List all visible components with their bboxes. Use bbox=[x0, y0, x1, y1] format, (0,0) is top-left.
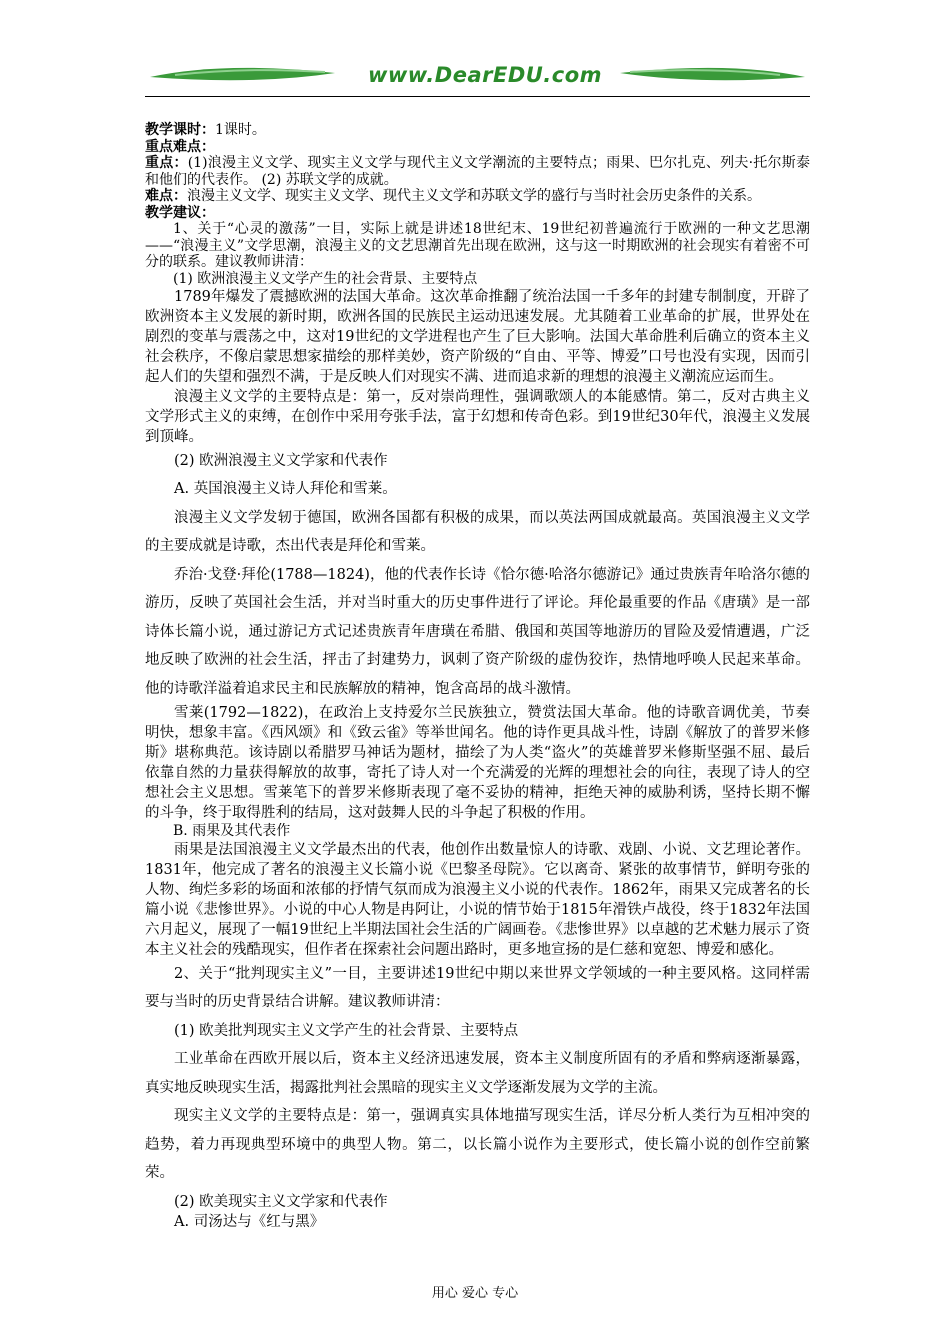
subheading-hugo: B. 雨果及其代表作 bbox=[173, 823, 291, 839]
paragraph-4: 浪漫主义文学发轫于德国，欧洲各国都有积极的成果，而以英法两国成就最高。英国浪漫主义文学的主要成就是诗歌，杰出代表是拜伦和雪莱。 bbox=[145, 509, 810, 554]
difficulty-label: 难点： bbox=[145, 188, 187, 204]
subheading-romantic-writers: (2) 欧洲浪漫主义文学家和代表作 bbox=[174, 453, 388, 469]
header-divider bbox=[145, 96, 810, 97]
subheading-realism-writers: (2) 欧美现实主义文学家和代表作 bbox=[174, 1193, 388, 1210]
teaching-advice-heading: 教学建议： bbox=[145, 204, 215, 221]
paragraph-1: 1、关于“心灵的激荡”一目，实际上就是讲述18世纪末、19世纪初普遍流行于欧洲的一种文艺思潮——“浪漫主义”文学思潮，浪漫主义的文艺思潮首先出现在欧洲，这与这一时期欧洲的社会现实有着密不可分的联系。建议教师讲清： bbox=[145, 221, 810, 270]
subheading-realism-background: (1) 欧美批判现实主义文学产生的社会背景、主要特点 bbox=[174, 1022, 519, 1039]
site-header-logo bbox=[145, 55, 810, 95]
paragraph-5: 乔治·戈登·拜伦(1788—1824)，他的代表作长诗《恰尔德·哈洛尔德游记》通过贵族青年哈洛尔德的游历，反映了英国社会生活，并对当时重大的历史事件进行了评论。拜伦最重要的作品《唐璜》是一部诗体长篇小说，通过游记方式记述贵族青年唐璜在希腊、俄国和英国等地游历的冒险及爱情遭遇，广泛地反映了欧洲的社会生活，抨击了封建势力，讽刺了资产阶级的虚伪狡诈，热情地呼唤人民起来革命。他的诗歌洋溢着追求民主和民族解放的精神，饱含高昂的战斗激情。 bbox=[145, 566, 810, 697]
difficulty-line bbox=[145, 188, 810, 205]
paragraph-6: 雪莱(1792—1822)，在政治上支持爱尔兰民族独立，赞赏法国大革命。他的诗歌音调优美，节奏明快，想象丰富。《西风颂》和《致云雀》等举世闻名。他的诗作更具战斗性，诗剧《解放了的普罗米修斯》堪称典范。该诗剧以希腊罗马神话为题材，描绘了为人类“盗火”的英雄普罗米修斯坚强不屈、最后依靠自然的力量获得解放的故事，寄托了诗人对一个充满爱的光辉的理想社会的向往，表现了诗人的空想社会主义思想。雪莱笔下的普罗米修斯表现了毫不妥协的精神，拒绝天神的威胁利诱，坚持长期不懈的斗争，终于取得胜利的结局，这对鼓舞人民的斗争起了积极的作用。 bbox=[145, 705, 810, 821]
paragraph-10: 现实主义文学的主要特点是：第一，强调真实具体地描写现实生活，详尽分析人类行为互相冲突的趋势，着力再现典型环境中的典型人物。第二，以长篇小说作为主要形式，使长篇小说的创作空前繁荣。 bbox=[145, 1108, 810, 1181]
subheading-stendhal: A. 司汤达与《红与黑》 bbox=[174, 1213, 325, 1230]
document-body bbox=[145, 122, 810, 1232]
subheading-byron-shelley: A. 英国浪漫主义诗人拜伦和雪莱。 bbox=[174, 481, 397, 497]
difficulty-text: 浪漫主义文学、现实主义文学、现代主义文学和苏联文学的盛行与当时社会历史条件的关系。 bbox=[187, 188, 761, 204]
page-footer: 用心 爱心 专心 bbox=[431, 1286, 519, 1301]
key-points-label: 重点： bbox=[145, 155, 188, 171]
lesson-hours-value: 1课时。 bbox=[215, 122, 266, 138]
paragraph-9: 工业革命在西欧开展以后，资本主义经济迅速发展，资本主义制度所固有的矛盾和弊病逐渐暴露，真实地反映现实生活，揭露批判社会黑暗的现实主义文学逐渐发展为文学的主流。 bbox=[145, 1051, 810, 1096]
paragraph-7: 雨果是法国浪漫主义文学最杰出的代表，他创作出数量惊人的诗歌、戏剧、小说、文艺理论著作。1831年，他完成了著名的浪漫主义长篇小说《巴黎圣母院》。它以离奇、紧张的故事情节，鲜明夸张的人物、绚烂多彩的场面和浓郁的抒情气氛而成为浪漫主义小说的代表作。1862年，雨果又完成著名的长篇小说《悲惨世界》。小说的中心人物是冉阿让，小说的情节始于1815年滑铁卢战役，终于1832年法国六月起义，展现了一幅19世纪上半期法国社会生活的广阔画卷。《悲惨世界》以卓越的艺术魅力展示了资本主义社会的残酷现实，但作者在探索社会问题出路时，更多地宣扬的是仁慈和宽恕、博爱和感化。 bbox=[145, 841, 810, 958]
paragraph-3: 浪漫主义文学的主要特点是：第一，反对崇尚理性，强调歌颂人的本能感情。第二，反对古典主义文学形式主义的束缚，在创作中采用夸张手法，富于幻想和传奇色彩。到19世纪30年代，浪漫主义发展到顶峰。 bbox=[145, 389, 810, 445]
key-points-heading: 重点难点： bbox=[145, 138, 215, 155]
lesson-hours-label: 教学课时： bbox=[145, 122, 215, 138]
site-logo-text: www.DearEDU.com bbox=[367, 63, 603, 87]
key-points-line bbox=[145, 155, 810, 188]
key-points-text: (1)浪漫主义文学、现实主义文学与现代主义文学潮流的主要特点；雨果、巴尔扎克、列夫·托尔斯泰和他们的代表作。 (2) 苏联文学的成就。 bbox=[145, 155, 811, 188]
paragraph-2: 1789年爆发了震撼欧洲的法国大革命。这次革命推翻了统治法国一千多年的封建专制制度，开辟了欧洲资本主义发展的新时期，欧洲各国的民族民主运动迅速发展。尤其随着工业革命的扩展，世界处在剧烈的变革与震荡之中，这对19世纪的文学进程也产生了巨大影响。法国大革命胜利后确立的资本主义社会秩序，不像启蒙思想家描绘的那样美妙，资产阶级的“自由、平等、博爱”口号也没有实现，因而引起人们的失望和强烈不满，于是反映人们对现实不满、进而追求新的理想的浪漫主义潮流应运而生。 bbox=[145, 289, 810, 385]
lesson-hours-line bbox=[145, 122, 810, 139]
subheading-romantic-background: (1) 欧洲浪漫主义文学产生的社会背景、主要特点 bbox=[173, 270, 478, 287]
paragraph-8: 2、关于“批判现实主义”一目，主要讲述19世纪中期以来世界文学领域的一种主要风格。这同样需要与当时的历史背景结合讲解。建议教师讲清： bbox=[145, 965, 810, 1010]
